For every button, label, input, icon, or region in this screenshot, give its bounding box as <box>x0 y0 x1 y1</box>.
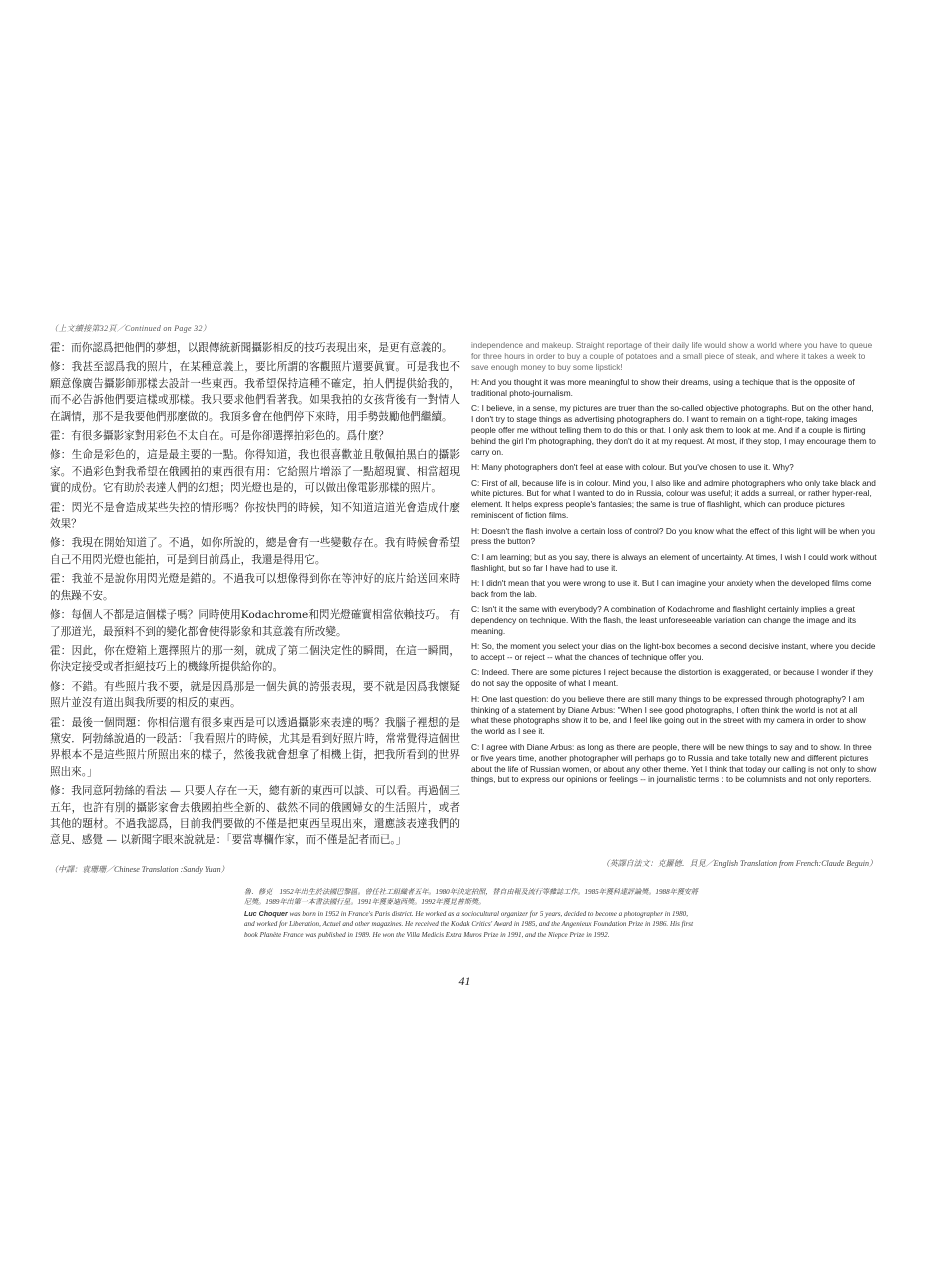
chinese-paragraph: 修：我甚至認爲我的照片，在某種意義上，要比所謂的客觀照片還要眞實。可是我也不願意像廣告攝影師那樣去設計一些東西。我希望保持這種不確定，拍人們提供給我的，而不必告訴他們要這樣或那樣。我只要求他們看著我。如果我拍的女孩背後有一對情人在調情，那不是我要他們那麼做的。我頂多會在他們停下來時，用手勢鼓勵他們繼續。 <box>50 361 460 423</box>
chinese-interview-column <box>50 340 460 852</box>
bio-chinese: 魯．修克 1952年出生於法國巴黎區。曾任社工組織者五年。1980年決定拍照，替自由報及流行等雜誌工作。1985年獲科達評論獎。1988年獲安將尼獎。1989年出第一本書法國行星。1991年獲麥迪西獎。1992年獲見普斯獎。 <box>244 888 698 907</box>
english-paragraph: H: One last question: do you believe there are still many things to be expressed through photography? I am thinking of a statement by Diane Arbus: "When I see good photographs, I often think the world is not at all what these photographs show it to be, and I feel like going out in the street with my camera in order to show the world as I see it. <box>471 693 866 737</box>
english-paragraph: C: I believe, in a sense, my pictures are truer than the so-called objective photographs. But on the other hand, I don't try to stage things as advertising photographers do. I want to remain on a tight-rope, taking images people offer me without telling them to do this or that. I only ask them to look at me. And if a couple is flirting behind the girl I'm photographing, they don't do it at my request. At most, if they stop, I may encourage them to carry on. <box>471 403 876 457</box>
bio-name: Luc Choquer <box>244 909 288 918</box>
english-paragraph: H: Doesn't the flash involve a certain loss of control? Do you know what the effect of this light will be when you press the button? <box>471 525 876 547</box>
english-paragraph: H: And you thought it was more meaningful to show their dreams, using a techique that is the opposite of traditional photo-journalism. <box>471 377 855 399</box>
english-paragraph: C: I am learning; but as you say, there is always an element of uncertainty. At times, I wish I could work without flashlight, but so far I have had to use it. <box>471 551 877 573</box>
continued-note: （上文續接第32頁／Continued on Page 32） <box>50 324 212 333</box>
chinese-translation-credit: （中譯：袁珊珊／Chinese Translation :Sandy Yuan） <box>50 865 229 874</box>
chinese-paragraph: 霍：因此，你在燈箱上選擇照片的那一刻，就成了第二個決定性的瞬間，在這一瞬間，你決定接受或者拒絕技巧上的機緣所提供給你的。 <box>50 644 460 674</box>
english-paragraph: H: I didn't mean that you were wrong to use it. But I can imagine your anxiety when the developed films come back from the lab. <box>471 577 872 599</box>
chinese-paragraph: 修：我現在開始知道了。不過，如你所說的，總是會有一些變數存在。我有時候會希望自己不用閃光燈也能拍，可是到目前爲止，我還是得用它。 <box>50 537 460 566</box>
bio-english-text: was born in 1952 in France's Paris district. He worked as a sociocultural organizer for 5 years, decided to become a photographer in 1980, and worked for Liberation, Actuel and other magazines. He received the Kodak Critics' Award in 1985, and the Angenieux Foundation Prize in 1986. His first book Planète France was published in 1989. He won the Villa Medicis Extra Muros Prize in 1991, and the Niepce Prize in 1992. <box>244 909 694 939</box>
chinese-paragraph: 霍：最後一個問題：你相信還有很多東西是可以透過攝影來表達的嗎？我腦子裡想的是黛安．阿勃絲說過的一段話：「我看照片的時候，尤其是看到好照片時，常常覺得這個世界根本不是這些照片所照出來的樣子，然後我就會想拿了相機上街，把我所看到的世界照出來。」 <box>50 716 460 778</box>
english-paragraph: C: I agree with Diane Arbus: as long as there are people, there will be new things to say and to show. In three or five years time, another photographer will perhaps go to Russia and take totally new and different pictures about the life of Russian women, or about any other theme. Yet I think that today our calling is not only to show things, but to express our opinions or feelings -- in journalistic terms : to be columnists and not only reporters. <box>471 741 877 785</box>
chinese-paragraph: 修：我同意阿勃絲的看法 — 只要人存在一天，總有新的東西可以談、可以看。再過個三五年，也許有別的攝影家會去俄國拍些全新的、截然不同的俄國婦女的生活照片，或者其他的題材。不過我認爲，目前我們要做的不僅是把東西呈現出來，還應該表達我們的意見、感覺 — 以新聞字眼來說就是：「要當專欄作家，而不僅是記者而已。」 <box>50 785 460 847</box>
english-paragraph: H: Many photographers don't feel at ease with colour. But you've chosen to use it. Why? <box>471 462 794 473</box>
chinese-paragraph: 霍：我並不是說你用閃光燈是錯的。不過我可以想像得到你在等沖好的底片給送回來時的焦躁不安。 <box>50 573 460 602</box>
english-paragraph: C: Indeed. There are some pictures I reject because the distortion is exaggerated, or because I wonder if they do not say the opposite of what I meant. <box>471 667 874 689</box>
chinese-paragraph: 霍：閃光不是會造成某些失控的情形嗎？你按快門的時候，知不知道這道光會造成什麼效果？ <box>50 501 460 531</box>
chinese-paragraph: 霍：而你認爲把他們的夢想，以跟傳統新聞攝影相反的技巧表現出來，是更有意義的。 <box>50 342 453 354</box>
english-intro-paragraph: independence and makeup. Straight reportage of their daily life would show a world where you have to queue for three hours in order to buy a couple of potatoes and a small piece of steak, and where it takes a week to save enough money to buy some lipstick! <box>471 340 873 372</box>
english-interview-column <box>471 340 877 790</box>
chinese-paragraph: 修：不錯。有些照片我不要，就是因爲那是一個失眞的誇張表現，要不就是因爲我懷疑照片並沒有道出與我所要的相反的東西。 <box>50 680 460 710</box>
english-translation-credit: （英譯自法文：克羅德．貝見／English Translation from French:Claude Beguin） <box>601 859 877 868</box>
english-paragraph: C: Isn't it the same with everybody? A combination of Kodachrome and flashlight certainly implies a great dependency on technique. With the flash, the least unforeseeable variation can change the image and its meaning. <box>471 604 857 636</box>
chinese-paragraph: 修：每個人不都是這個樣子嗎？同時使用Kodachrome和閃光燈確實相當依賴技巧。 有了那道光，最預料不到的變化都會使得影象和其意義有所改變。 <box>50 609 460 638</box>
photographer-bio <box>244 887 700 940</box>
chinese-paragraph: 霍：有很多攝影家對用彩色不太自在。可是你卻選擇拍彩色的。爲什麼？ <box>50 430 389 443</box>
english-paragraph: C: First of all, because life is in colour. Mind you, I also like and admire photographers who only take black and white pictures. But for what I wanted to do in Russia, colour was useful; it adds a surreal, or rather hyper-real, element. It helps express people's fantasies; the same is true of flashlight, which can produce pictures reminiscent of fiction films. <box>471 477 876 521</box>
english-paragraph: H: So, the moment you select your dias on the light-box becomes a second decisive instant, where you decide to accept -- or reject -- what the chances of technique offer you. <box>471 641 876 663</box>
chinese-paragraph: 修：生命是彩色的，這是最主要的一點。你得知道，我也很喜歡並且敬佩拍黑白的攝影家。不過彩色對我希望在俄國拍的東西很有用：它給照片增添了一點超現實、相當超現實的成份。它有助於表達人們的幻想；閃光燈也是的，可以做出像電影那樣的照片。 <box>50 449 460 495</box>
page-number: 41 <box>458 974 471 988</box>
bio-english <box>244 909 700 940</box>
